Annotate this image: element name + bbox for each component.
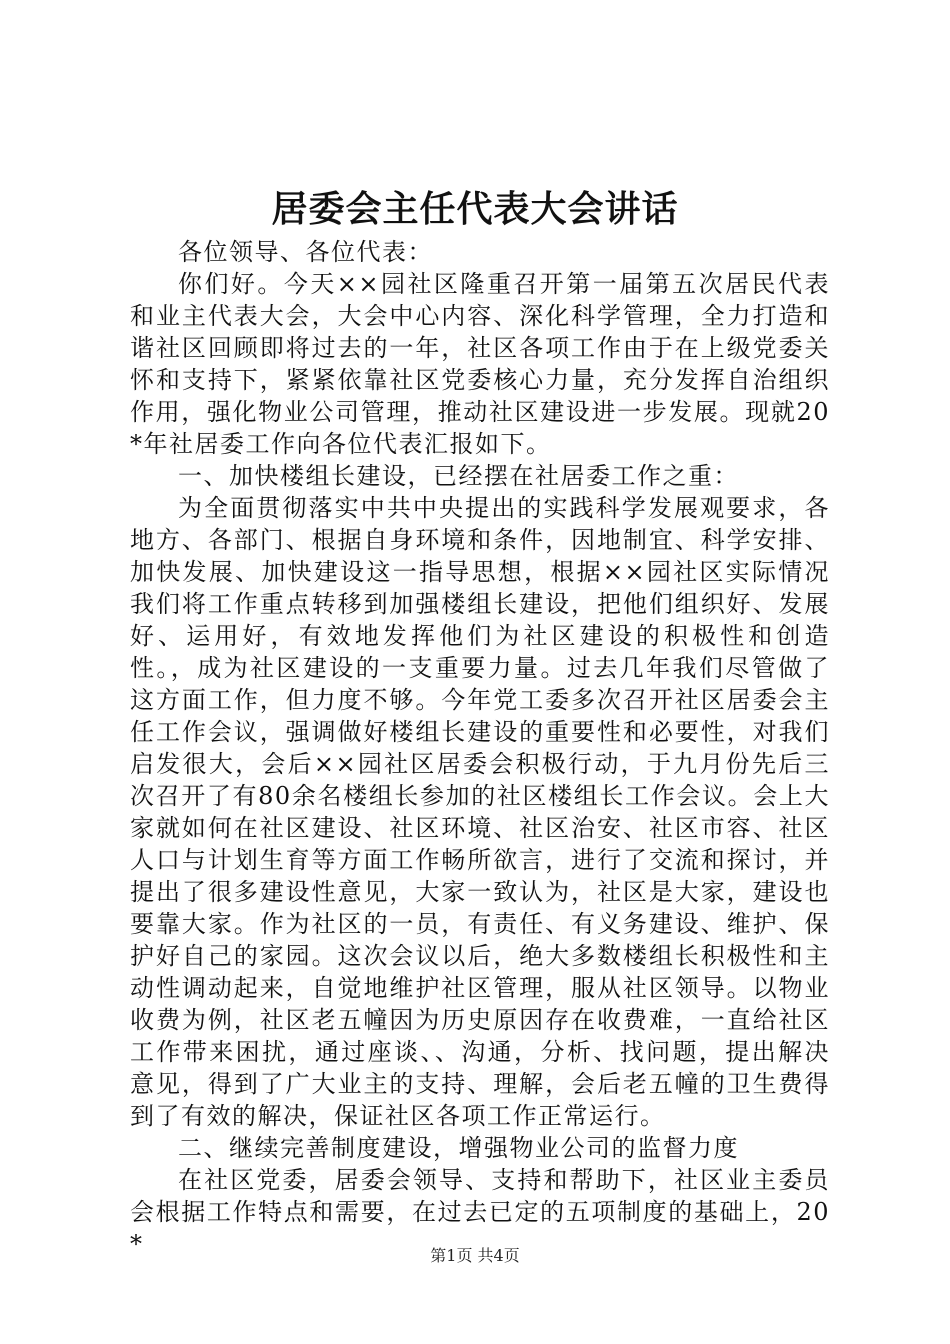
document-body [130,236,830,1260]
section-heading-2: 二、继续完善制度建设，增强物业公司的监督力度 [178,1134,739,1162]
section-heading-1: 一、加快楼组长建设，已经摆在社居委工作之重： [178,462,739,490]
page-number-footer: 第1页 共4页 [430,1246,520,1265]
salutation-paragraph: 各位领导、各位代表： [178,238,433,266]
section-1-paragraph: 为全面贯彻落实中共中央提出的实践科学发展观要求，各地方、各部门、根据自身环境和条件，因地制宜、科学安排、加快发展、加快建设这一指导思想，根据××园社区实际情况我们将工作重点转移到加强楼组长建设，把他们组织好、发展好、运用好，有效地发挥他们为社区建设的积极性和创造性。，成为社区建设的一支重要力量。过去几年我们尽管做了这方面工作，但力度不够。今年党工委多次召开社区居委会主任工作会议，强调做好楼组长建设的重要性和必要性，对我们启发很大，会后××园社区居委会积极行动，于九月份先后三次召开了有80余名楼组长参加的社区楼组长工作会议。会上大家就如何在社区建设、社区环境、社区治安、社区市容、社区人口与计划生育等方面工作畅所欲言，进行了交流和探讨，并提出了很多建设性意见，大家一致认为，社区是大家，建设也要靠大家。作为社区的一员，有责任、有义务建设、维护、保护好自己的家园。这次会议以后，绝大多数楼组长积极性和主动性调动起来，自觉地维护社区管理，服从社区领导。以物业收费为例，社区老五幢因为历史原因存在收费难，一直给社区工作带来困扰，通过座谈、、沟通，分析、找问题，提出解决意见，得到了广大业主的支持、理解，会后老五幢的卫生费得到了有效的解决，保证社区各项工作正常运行。 [130,494,830,1130]
intro-paragraph: 你们好。今天××园社区隆重召开第一届第五次居民代表和业主代表大会，大会中心内容、深化科学管理，全力打造和谐社区回顾即将过去的一年，社区各项工作由于在上级党委关怀和支持下，紧紧依靠社区党委核心力量，充分发挥自治组织作用，强化物业公司管理，推动社区建设进一步发展。现就20*年社居委工作向各位代表汇报如下。 [130,270,830,458]
document-title: 居委会主任代表大会讲话 [271,188,679,230]
section-2-paragraph: 在社区党委，居委会领导、支持和帮助下，社区业主委员会根据工作特点和需要，在过去已定的五项制度的基础上，20* [130,1166,830,1258]
